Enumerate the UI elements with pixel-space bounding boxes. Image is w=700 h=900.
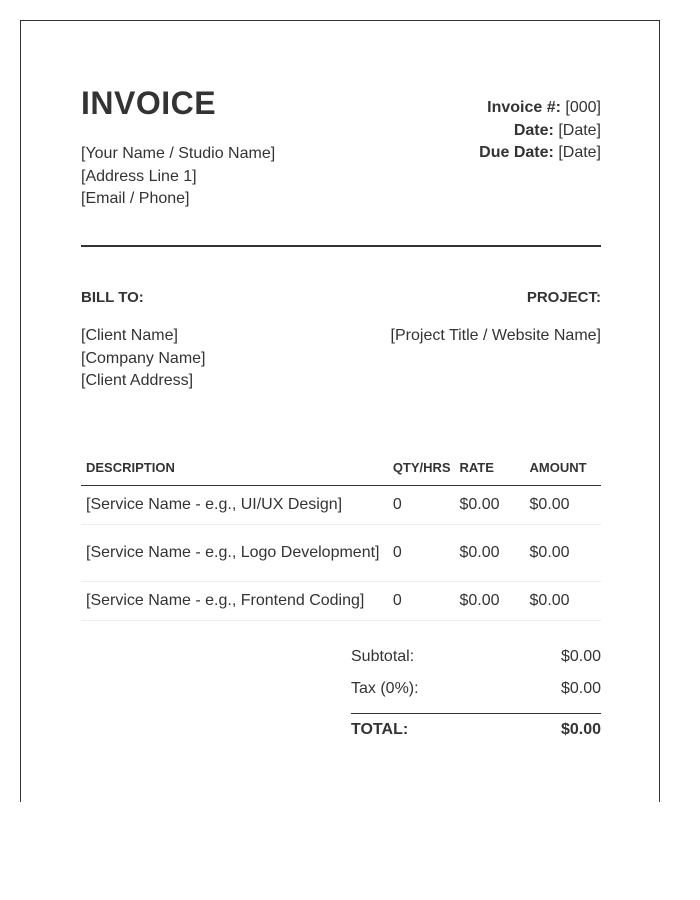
client-name: [Client Name] [81, 327, 178, 344]
invoice-due-date-value: [Date] [558, 144, 601, 161]
header-divider [81, 245, 601, 247]
column-header-amount: AMOUNT [525, 455, 601, 486]
column-header-description: DESCRIPTION [81, 455, 388, 486]
item-rate: $0.00 [454, 525, 524, 582]
invoice-title: INVOICE [81, 85, 217, 121]
subtotal-label: Subtotal: [351, 648, 415, 665]
invoice-date-label: Date: [513, 121, 554, 139]
line-items-table [81, 455, 601, 621]
tax-value: $0.00 [560, 680, 601, 697]
column-header-qty: QTY/HRS [388, 455, 455, 486]
total-value: $0.00 [560, 721, 601, 738]
item-qty: 0 [388, 525, 455, 582]
sender-address: [Address Line 1] [81, 167, 197, 185]
item-qty: 0 [388, 486, 455, 525]
subtotal-row [351, 641, 601, 673]
invoice-date-value: [Date] [558, 121, 601, 139]
table-row [81, 525, 601, 582]
totals-section [351, 641, 601, 746]
table-header-row [81, 455, 601, 486]
item-rate: $0.00 [454, 486, 524, 525]
invoice-number-row [479, 97, 601, 120]
total-row [351, 714, 601, 746]
item-description: [Service Name - e.g., Logo Development] [81, 525, 388, 582]
item-amount: $0.00 [525, 582, 601, 621]
sender-info [81, 143, 275, 211]
invoice-number-label: Invoice #: [487, 99, 561, 116]
bill-to-heading: BILL TO: [81, 289, 144, 306]
total-label: TOTAL: [351, 721, 409, 738]
item-description: [Service Name - e.g., UI/UX Design] [81, 486, 388, 525]
bill-to-info [81, 325, 206, 393]
client-company: [Company Name] [81, 349, 206, 367]
table-row [81, 486, 601, 525]
item-amount: $0.00 [525, 525, 601, 582]
invoice-page [20, 20, 660, 802]
project-title: [Project Title / Website Name] [390, 327, 601, 344]
item-description: [Service Name - e.g., Frontend Coding] [81, 582, 388, 621]
sender-name: [Your Name / Studio Name] [81, 145, 276, 162]
column-header-rate: RATE [454, 455, 524, 486]
invoice-number-value: [000] [565, 99, 601, 116]
item-amount: $0.00 [525, 486, 601, 525]
item-rate: $0.00 [454, 582, 524, 621]
tax-row [351, 673, 601, 705]
invoice-meta [479, 97, 601, 165]
client-address: [Client Address] [81, 372, 194, 389]
sender-contact: [Email / Phone] [81, 190, 190, 207]
subtotal-value: $0.00 [560, 648, 601, 665]
tax-label: Tax (0%): [351, 680, 419, 697]
project-heading: PROJECT: [526, 289, 601, 306]
invoice-due-date-label: Due Date: [479, 144, 554, 161]
invoice-date-row [479, 120, 601, 143]
item-qty: 0 [388, 582, 455, 621]
invoice-due-date-row [479, 142, 601, 165]
table-row [81, 582, 601, 621]
